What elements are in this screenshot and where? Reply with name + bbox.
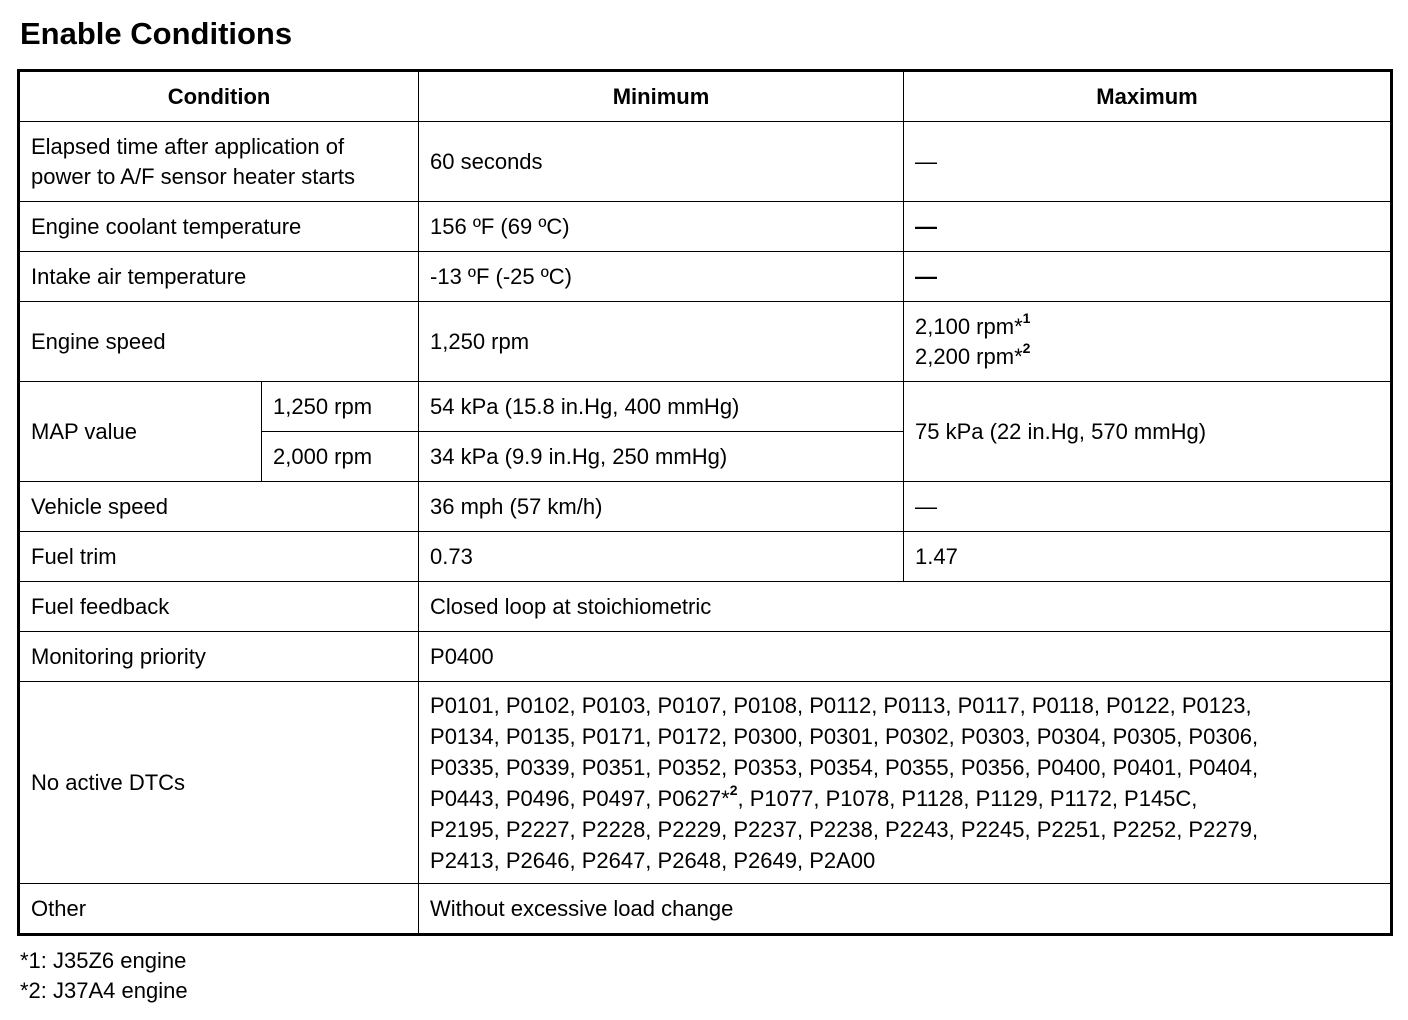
minimum-cell: -13 ºF (-25 ºC) <box>419 252 904 302</box>
enable-conditions-table <box>19 71 1391 934</box>
page-title: Enable Conditions <box>20 16 293 51</box>
condition-label-line: power to A/F sensor heater starts <box>31 163 356 189</box>
table-row <box>20 482 1391 532</box>
maximum-cell: 75 kPa (22 in.Hg, 570 mmHg) <box>904 382 1391 482</box>
condition-cell: Engine coolant temperature <box>20 202 419 252</box>
header-row <box>20 72 1391 122</box>
maximum-cell: — <box>904 202 1391 252</box>
header-condition: Condition <box>20 72 419 122</box>
table-row <box>20 632 1391 682</box>
condition-cell: Other <box>20 884 419 934</box>
minimum-cell: 0.73 <box>419 532 904 582</box>
footnote: *2: J37A4 engine <box>20 978 188 1003</box>
condition-cell: Engine speed <box>20 302 419 382</box>
condition-label-line: Elapsed time after application of <box>31 133 345 159</box>
dtc-line: P0335, P0339, P0351, P0352, P0353, P0354, P0355, P0356, P0400, P0401, P0404, <box>430 754 1259 780</box>
table-row <box>20 122 1391 202</box>
footnote: *1: J35Z6 engine <box>20 948 187 973</box>
condition-cell <box>20 122 419 202</box>
table-row <box>20 532 1391 582</box>
condition-cell: Fuel trim <box>20 532 419 582</box>
minimum-cell: 156 ºF (69 ºC) <box>419 202 904 252</box>
footnote-ref: 2 <box>1022 340 1031 357</box>
sub-condition-cell: 1,250 rpm <box>262 382 419 432</box>
maximum-cell: — <box>904 482 1391 532</box>
condition-cell: Intake air temperature <box>20 252 419 302</box>
footnote-ref: 1 <box>1022 310 1031 327</box>
table-row <box>20 582 1391 632</box>
maximum-cell: 1.47 <box>904 532 1391 582</box>
max-rpm-line: 2,100 rpm* <box>915 313 1023 339</box>
condition-cell: No active DTCs <box>20 682 419 884</box>
maximum-cell <box>904 302 1391 382</box>
dtc-line: P2413, P2646, P2647, P2648, P2649, P2A00 <box>430 847 876 873</box>
maximum-cell: — <box>904 122 1391 202</box>
value-cell: Without excessive load change <box>419 884 1391 934</box>
dtc-line: P2195, P2227, P2228, P2229, P2237, P2238, P2243, P2245, P2251, P2252, P2279, <box>430 816 1259 842</box>
condition-cell: Fuel feedback <box>20 582 419 632</box>
table-row <box>20 682 1391 884</box>
condition-cell: Monitoring priority <box>20 632 419 682</box>
condition-cell: Vehicle speed <box>20 482 419 532</box>
table-row <box>20 884 1391 934</box>
minimum-cell: 1,250 rpm <box>419 302 904 382</box>
minimum-cell: 60 seconds <box>419 122 904 202</box>
condition-cell: MAP value <box>20 382 262 482</box>
table-row <box>20 202 1391 252</box>
header-minimum: Minimum <box>419 72 904 122</box>
sub-condition-cell: 2,000 rpm <box>262 432 419 482</box>
footnotes <box>20 946 188 1006</box>
table-row <box>20 382 1391 432</box>
maximum-cell: — <box>904 252 1391 302</box>
value-cell: Closed loop at stoichiometric <box>419 582 1391 632</box>
dtc-line: P0134, P0135, P0171, P0172, P0300, P0301, P0302, P0303, P0304, P0305, P0306, <box>430 723 1259 749</box>
minimum-cell: 54 kPa (15.8 in.Hg, 400 mmHg) <box>419 382 904 432</box>
dtc-list-cell <box>419 682 1391 884</box>
dtc-line: P0101, P0102, P0103, P0107, P0108, P0112, P0113, P0117, P0118, P0122, P0123, <box>430 692 1252 718</box>
header-maximum: Maximum <box>904 72 1391 122</box>
max-rpm-line: 2,200 rpm* <box>915 343 1023 369</box>
minimum-cell: 34 kPa (9.9 in.Hg, 250 mmHg) <box>419 432 904 482</box>
dtc-text: P0443, P0496, P0497, P0627* <box>430 785 730 811</box>
minimum-cell: 36 mph (57 km/h) <box>419 482 904 532</box>
table-row <box>20 252 1391 302</box>
dtc-text: , P1077, P1078, P1128, P1129, P1172, P145C, <box>737 785 1198 811</box>
footnote-ref: 2 <box>729 782 738 799</box>
dtc-line <box>430 783 1379 814</box>
table-row <box>20 302 1391 382</box>
value-cell: P0400 <box>419 632 1391 682</box>
